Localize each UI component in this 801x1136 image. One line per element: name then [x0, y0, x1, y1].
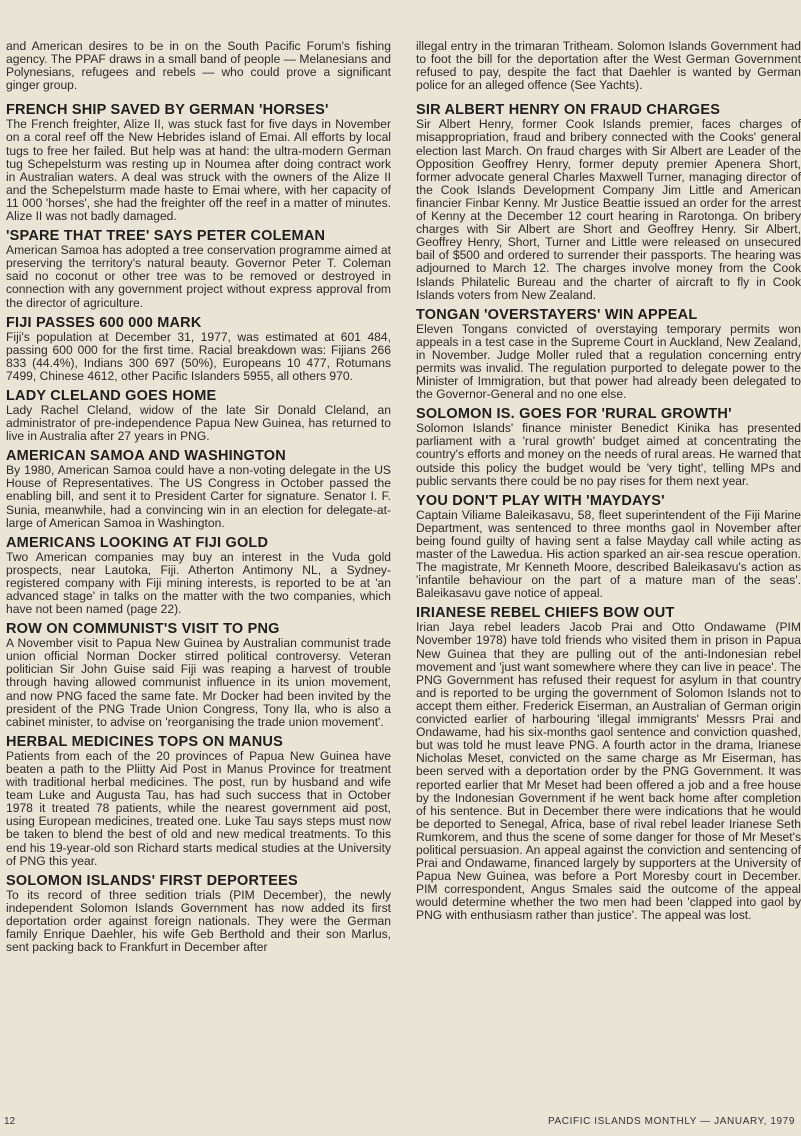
story-maydays [416, 493, 801, 601]
story-irianese-rebels [416, 605, 801, 922]
story-headline: SOLOMON ISLANDS' FIRST DEPORTEES [6, 872, 298, 889]
story-first-deportees [6, 873, 391, 954]
story-spare-that-tree [6, 228, 391, 309]
story-albert-henry [416, 102, 801, 301]
story-headline: TONGAN 'OVERSTAYERS' WIN APPEAL [416, 306, 698, 323]
story-body: Captain Viliame Baleikasavu, 58, fleet superintendent of the Fiji Marine Department, was sentenced to three months gaol in November after being found guilty of having sent a false Mayday call while acting as master of the Lawedua. His action sparked an air-sea rescue operation. The magistrate, Mr Kenneth Moore, described Baleikasavu's action as 'infantile behaviour on the part of a mature man of the seas'. Baleikasavu gave notice of appeal. [416, 507, 801, 601]
story-headline: FRENCH SHIP SAVED BY GERMAN 'HORSES' [6, 102, 329, 119]
story-fiji-population [6, 315, 391, 383]
story-body: Patients from each of the 20 provinces of Papua New Guinea have beaten a path to the Pliitty Aid Post in Manus Province for treatment with traditional herbal medicines. The post, run by husband and wife team Luke and Augusta Tau, has had such success that in October 1978 it treated 78 patients, while the nearest government aid post, using European medicines, treated one. Luke Tau says steps must now be taken to blend the best of old and new medical treatments. To this end his 19-year-old son Richard starts medical studies at the University of PNG this year. [6, 748, 391, 868]
story-body: illegal entry in the trimaran Tritheam. Solomon Islands Government had to foot the bill for the deportation after the West German Government refused to pay, despite the fact that Daehler is wanted by German police for an alleged offence (See Yachts). [416, 39, 801, 93]
story-rural-growth [416, 406, 801, 487]
story-body: Two American companies may buy an interest in the Vuda gold prospects, near Lautoka, Fiji. Atherton Antimony NL, a Sydney-registered company with Fiji mining interests, is reported to be at 'an advanced stage' in talks on the matter with the two companies, which have not been named (page 22). [6, 549, 391, 617]
story-headline: ROW ON COMMUNIST'S VISIT TO PNG [6, 621, 280, 638]
story-french-ship [6, 102, 391, 223]
story-headline: IRIANESE REBEL CHIEFS BOW OUT [416, 605, 675, 622]
story-lady-cleland [6, 388, 391, 443]
story-communist-visit [6, 621, 391, 729]
story-continuation [416, 40, 801, 92]
story-body: A November visit to Papua New Guinea by Australian communist trade union official Norman Docker stirred political controversy. Veteran politician Sir John Guise said Fiji was reaping a harvest of trouble through having allowed communist influence in its union movement, and now PNG faced the same fate. Mr Docker had been invited by the president of the PNG Trade Union Congress, Tony Ila, who is also a cabinet minister, to advise on 'reorganising the trade union movement'. [6, 636, 391, 729]
story-headline: SIR ALBERT HENRY ON FRAUD CHARGES [416, 102, 721, 119]
story-body: Fiji's population at December 31, 1977, was estimated at 601 484, passing 600 000 for the first time. Racial breakdown was: Fijians 266 833 (44.4%), Indians 300 697 (50%), Europeans 10 477, Rotumans 7499, Chinese 4612, other Pacific Islanders 5955, all others 970. [6, 329, 391, 383]
story-herbal-medicines [6, 734, 391, 868]
story-headline: FIJI PASSES 600 000 MARK [6, 314, 202, 331]
story-headline: YOU DON'T PLAY WITH 'MAYDAYS' [416, 492, 665, 509]
story-tongan-overstayers [416, 307, 801, 402]
left-column [6, 40, 391, 959]
page-number: 12 [4, 1116, 16, 1127]
story-body: To its record of three sedition trials (PIM December), the newly independent Solomon Islands Government has now added its first deportation order against foreign nationals. They were the German family Enrique Daehler, his wife Geb Berthold and their son Marlus, sent packing back to Frankfurt in December after [6, 887, 391, 955]
story-body: American Samoa has adopted a tree conservation programme aimed at preserving the territory's natural beauty. Governor Peter T. Coleman said no coconut or other tree was to be removed or destroyed in connection with any government project without express approval from the director of agriculture. [6, 243, 391, 310]
story-body: Irian Jaya rebel leaders Jacob Prai and Otto Ondawame (PIM November 1978) have told friends who visited them in prison in Papua New Guinea that they are pulling out of the anti-Indonesian rebel movement and 'just want somewhere where they can live in peace'. The PNG Government has refused their request for asylum in that country and is reported to be urging the government of Solomon Islands not to accept them either. Frederick Eiserman, an Australian of German origin convicted earlier of harbouring 'illegal immigrants' Messrs Prai and Ondawame, had his six-months gaol sentence and conviction quashed, but was told he must leave PNG. A fourth actor in the drama, Irianese Nicholas Meset, convicted on the same charge as Mr Eiserman, has been served with a deportation order by the PNG Government. It was reported earlier that Mr Meset had been offered a job and a free house by the Indonesian Government if he went back home after completion of his sentence. But in December there were indications that he would be deported to Senegal, Africa, base of rival rebel leader Irianese Seth Rumkorem, and thus the scene of some danger for those of Mr Meset's political persuasion. An appeal against the conviction and sentencing of Prai and Ondawame, financed largely by supporters at the University of Papua New Guinea, was before a Port Moresby court in December. PIM correspondent, Angus Smales said the outcome of the appeal would determine whether the two men had been 'clapped into gaol by PNG with enthusiasm rather than justice'. The appeal was lost. [416, 620, 801, 923]
story-headline: HERBAL MEDICINES TOPS ON MANUS [6, 733, 283, 750]
story-headline: AMERICANS LOOKING AT FIJI GOLD [6, 534, 269, 551]
story-body: and American desires to be in on the South Pacific Forum's fishing agency. The PPAF draws in a small band of people — Melanesians and Polynesians, refugees and rebels — who could prove a significant ginger group. [6, 39, 391, 93]
story-body: Solomon Islands' finance minister Benedict Kinika has presented parliament with a 'rural growth' budget aimed at concentrating the country's efforts and money on the needs of rural areas. He warned that outside this policy the budget would be 'very tight', telling MPs and public servants there could be no pay rises for them next year. [416, 421, 801, 488]
story-body: By 1980, American Samoa could have a non-voting delegate in the US House of Representatives. The US Congress in October passed the enabling bill, and sent it to President Carter for signature. Senator I. F. Sunia, meanwhile, had a convincing win in an election for delegate-at-large of American Samoa in Washington. [6, 463, 391, 530]
story-american-samoa [6, 448, 391, 529]
story-headline: 'SPARE THAT TREE' SAYS PETER COLEMAN [6, 228, 326, 245]
story-fiji-gold [6, 535, 391, 616]
story-body: The French freighter, Alize II, was stuck fast for five days in November on a coral reef off the New Hebrides island of Emai. All efforts by local tugs to free her failed. But help was at hand: the ultra-modern German tug Schepelsturm was resting up in Noumea after doing contract work in Australian waters. A deal was struck with the owners of the Alize II and the Schepelsturm made haste to Emai where, with her capacity of 11 000 'horses', she had the freighter off the reef in a matter of minutes. Alize II was not badly damaged. [6, 117, 391, 224]
story-body: Sir Albert Henry, former Cook Islands premier, faces charges of misappropriation, fraud and bribery connected with the Cooks' general election last March. On fraud charges with Sir Albert are Leader of the Opposition Geoffrey Henry, former deputy premier Apenera Short, former advocate general Charles Maxwell Turner, managing director of the Cook Islands Development Company Jim Little and American financier Finbar Kenny. Mr Justice Beattie issued an order for the arrest of Kenny at the December 12 court hearing in Rarotonga. On bribery charges with Sir Albert are Short and Geoffrey Henry. Sir Albert, Geoffrey Henry, Short, Turner and Little were released on unsecured bail of $500 and ordered to surrender their passports. The hearing was adjourned to March 12. The charges involve money from the Cook Islands Philatelic Bureau and the charter of aircraft to fly in Cook Islands voters from New Zealand. [416, 117, 801, 302]
story-headline: SOLOMON IS. GOES FOR 'RURAL GROWTH' [416, 406, 732, 423]
story-continuation [6, 40, 391, 92]
story-body: Lady Rachel Cleland, widow of the late Sir Donald Cleland, an administrator of pre-independence Papua New Guinea, has returned to live in Australia after 27 years in PNG. [6, 402, 391, 444]
story-headline: AMERICAN SAMOA AND WASHINGTON [6, 448, 286, 465]
running-footer: PACIFIC ISLANDS MONTHLY — JANUARY, 1979 [548, 1116, 795, 1127]
story-body: Eleven Tongans convicted of overstaying temporary permits won appeals in a test case in the Supreme Court in Auckland, New Zealand, in November. Judge Moller ruled that a regulation concerning entry permits was invalid. The regulation purported to delegate power to the Minister of Immigration, but that power had already been delegated to the Governor-General and no one else. [416, 321, 801, 402]
right-column [416, 40, 801, 928]
story-headline: LADY CLELAND GOES HOME [6, 387, 217, 404]
